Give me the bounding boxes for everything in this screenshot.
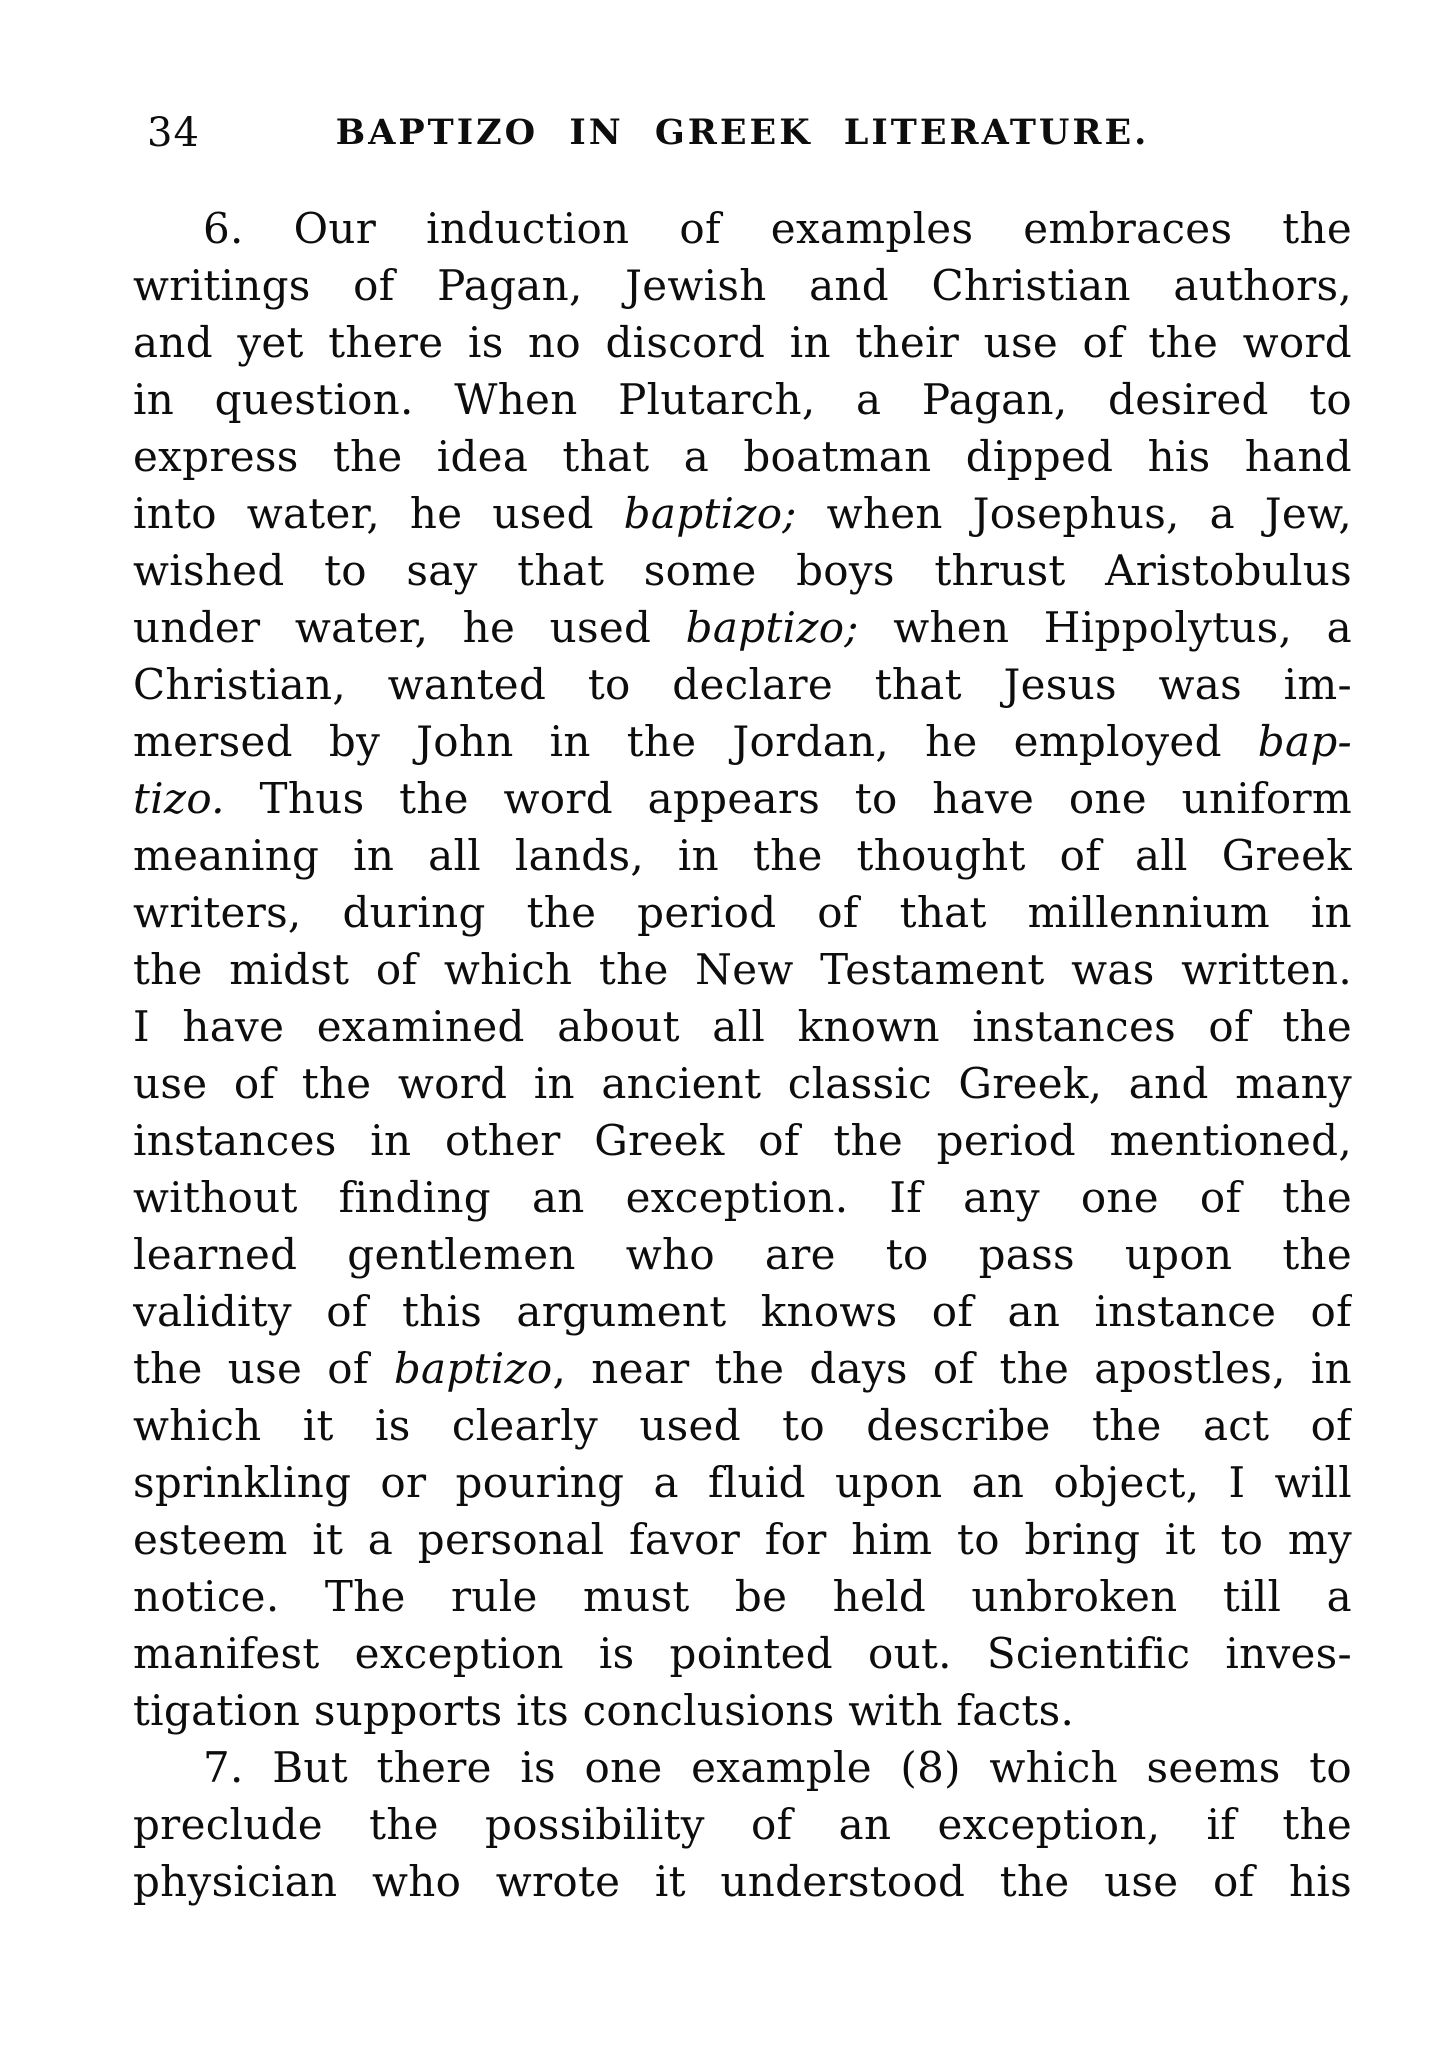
text-segment: validity of this argument knows of an instance of xyxy=(133,1287,1352,1336)
text-segment: I have examined about all known instances of the xyxy=(133,1002,1352,1051)
text-line xyxy=(133,941,1352,998)
text-line xyxy=(133,1511,1352,1568)
text-segment: preclude the possibility of an exception, if the xyxy=(133,1800,1352,1849)
text-segment: physician who wrote it understood the use of his xyxy=(133,1857,1352,1906)
text-line xyxy=(133,314,1352,371)
text-segment: Thus the word appears to have one uniform xyxy=(224,774,1352,823)
text-line xyxy=(133,542,1352,599)
text-segment: when Hippolytus, a xyxy=(858,603,1352,652)
text-segment: learned gentlemen who are to pass upon the xyxy=(133,1230,1352,1279)
text-line xyxy=(133,1853,1352,1910)
text-line xyxy=(133,1682,1352,1739)
text-segment: instances in other Greek of the period mentioned, xyxy=(133,1116,1352,1165)
text-segment: notice. The rule must be held unbroken till a xyxy=(133,1572,1352,1621)
text-line xyxy=(133,200,1352,257)
text-segment: 6. Our induction of examples embraces the xyxy=(203,204,1352,253)
italic-term: baptizo; xyxy=(623,489,797,538)
text-line xyxy=(133,1454,1352,1511)
text-line xyxy=(133,257,1352,314)
text-line xyxy=(133,884,1352,941)
text-line xyxy=(133,1796,1352,1853)
text-segment: in question. When Plutarch, a Pagan, desired to xyxy=(133,375,1352,424)
body-text xyxy=(133,200,1352,1910)
text-line xyxy=(133,1283,1352,1340)
text-segment: esteem it a personal favor for him to bring it to my xyxy=(133,1515,1352,1564)
text-segment: writings of Pagan, Jewish and Christian authors, xyxy=(133,261,1352,310)
text-segment: tigation supports its conclusions with facts. xyxy=(133,1686,1075,1735)
italic-term: baptizo; xyxy=(685,603,859,652)
text-segment: into water, he used xyxy=(133,489,624,538)
page-number: 34 xyxy=(147,110,200,156)
text-segment: and yet there is no discord in their use of the word xyxy=(133,318,1352,367)
text-line xyxy=(133,770,1352,827)
running-title: BAPTIZO IN GREEK LITERATURE. xyxy=(335,112,1150,153)
text-segment: use of the word in ancient classic Greek, and many xyxy=(133,1059,1352,1108)
text-segment: when Josephus, a Jew, xyxy=(796,489,1352,538)
text-line xyxy=(133,1625,1352,1682)
text-line xyxy=(133,713,1352,770)
text-line xyxy=(133,827,1352,884)
text-segment: , near the days of the apostles, in xyxy=(552,1344,1352,1393)
text-line xyxy=(133,656,1352,713)
text-line xyxy=(133,1226,1352,1283)
paragraph xyxy=(133,200,1352,1739)
text-segment: the midst of which the New Testament was written. xyxy=(133,945,1352,994)
text-line xyxy=(133,485,1352,542)
italic-term: tizo. xyxy=(133,774,225,823)
text-line xyxy=(133,1739,1352,1796)
text-segment: mersed by John in the Jordan, he employed xyxy=(133,717,1258,766)
text-line xyxy=(133,1340,1352,1397)
text-line xyxy=(133,998,1352,1055)
text-segment: under water, he used xyxy=(133,603,686,652)
text-segment: express the idea that a boatman dipped his hand xyxy=(133,432,1352,481)
text-segment: meaning in all lands, in the thought of all Greek xyxy=(133,831,1352,880)
text-line xyxy=(133,1169,1352,1226)
paragraph xyxy=(133,1739,1352,1910)
text-segment: which it is clearly used to describe the act of xyxy=(133,1401,1352,1450)
text-line xyxy=(133,428,1352,485)
text-segment: manifest exception is pointed out. Scientific inves- xyxy=(133,1629,1352,1678)
text-segment: wished to say that some boys thrust Aristobulus xyxy=(133,546,1352,595)
text-segment: writers, during the period of that millennium in xyxy=(133,888,1352,937)
text-line xyxy=(133,371,1352,428)
text-segment: without finding an exception. If any one of the xyxy=(133,1173,1352,1222)
running-header xyxy=(133,108,1352,158)
italic-term: bap- xyxy=(1257,717,1352,766)
text-segment: Christian, wanted to declare that Jesus was im- xyxy=(133,660,1352,709)
text-segment: the use of xyxy=(133,1344,394,1393)
text-segment: 7. But there is one example (8) which seems to xyxy=(203,1743,1352,1792)
text-line xyxy=(133,1397,1352,1454)
text-segment: sprinkling or pouring a fluid upon an object, I will xyxy=(133,1458,1352,1507)
text-line xyxy=(133,599,1352,656)
italic-term: baptizo xyxy=(393,1344,553,1393)
text-line xyxy=(133,1568,1352,1625)
text-line xyxy=(133,1112,1352,1169)
text-line xyxy=(133,1055,1352,1112)
